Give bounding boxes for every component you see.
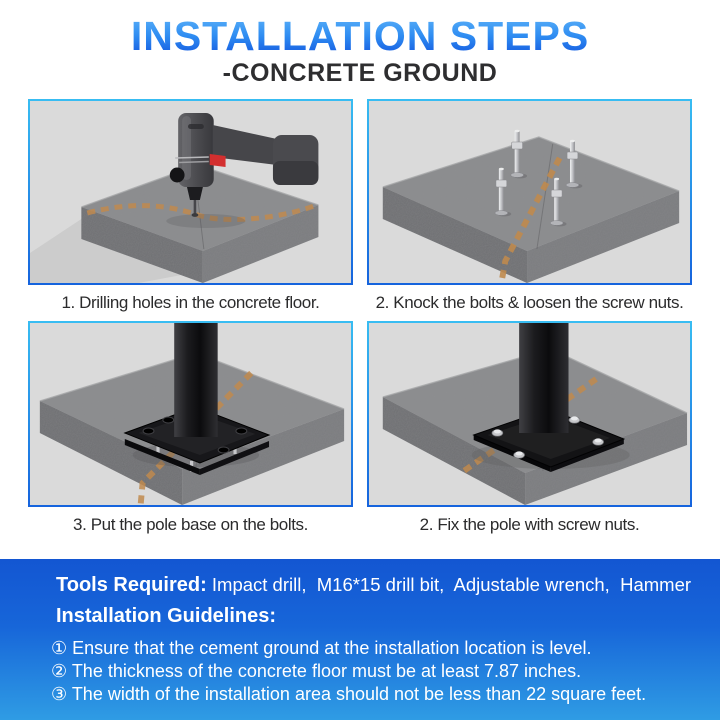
step-3-caption: 3. Put the pole base on the bolts. <box>73 515 308 535</box>
tools-list: Impact drill, M16*15 drill bit, Adjustable wrench, Hammer <box>206 574 692 595</box>
pole-fixed-illustration <box>369 323 690 505</box>
step-2-panel <box>367 99 692 285</box>
page-subtitle: -CONCRETE GROUND <box>222 59 498 88</box>
step-4-panel <box>367 321 692 507</box>
tools-required-line <box>56 574 702 597</box>
screw-nut-graphic <box>593 439 604 446</box>
step-2-caption: 2. Knock the bolts & loosen the screw nuts. <box>375 293 684 313</box>
anchor-bolts-illustration <box>369 101 690 283</box>
step-4-cell <box>367 321 692 543</box>
step-3-panel <box>28 321 353 507</box>
step-4-caption: 2. Fix the pole with screw nuts. <box>419 515 640 535</box>
tools-required-label: Tools Required: <box>56 574 207 596</box>
footer-guidelines-section <box>0 559 720 720</box>
pole-graphic <box>174 323 217 437</box>
step-1-panel <box>28 99 353 285</box>
step-1-caption: 1. Drilling holes in the concrete floor. <box>61 293 320 313</box>
screw-nut-graphic <box>492 430 503 437</box>
step-1-cell <box>28 99 353 321</box>
installation-guidelines-label: Installation Guidelines: <box>56 605 277 627</box>
page-title: INSTALLATION STEPS <box>0 15 720 58</box>
step-2-cell <box>367 99 692 321</box>
pole-base-placement-illustration <box>30 323 351 505</box>
pole-graphic <box>519 323 568 433</box>
screw-nut-graphic <box>514 452 525 459</box>
guideline-1: ① Ensure that the cement ground at the installation location is level. <box>51 638 592 658</box>
guideline-3: ③ The width of the installation area should not be less than 22 square feet. <box>51 684 647 704</box>
step-3-cell <box>28 321 353 543</box>
steps-grid <box>0 99 720 543</box>
drill-concrete-illustration <box>30 101 351 283</box>
header <box>0 0 720 88</box>
guideline-2: ② The thickness of the concrete floor must be at least 7.87 inches. <box>51 661 582 681</box>
screw-nut-graphic <box>569 417 580 424</box>
